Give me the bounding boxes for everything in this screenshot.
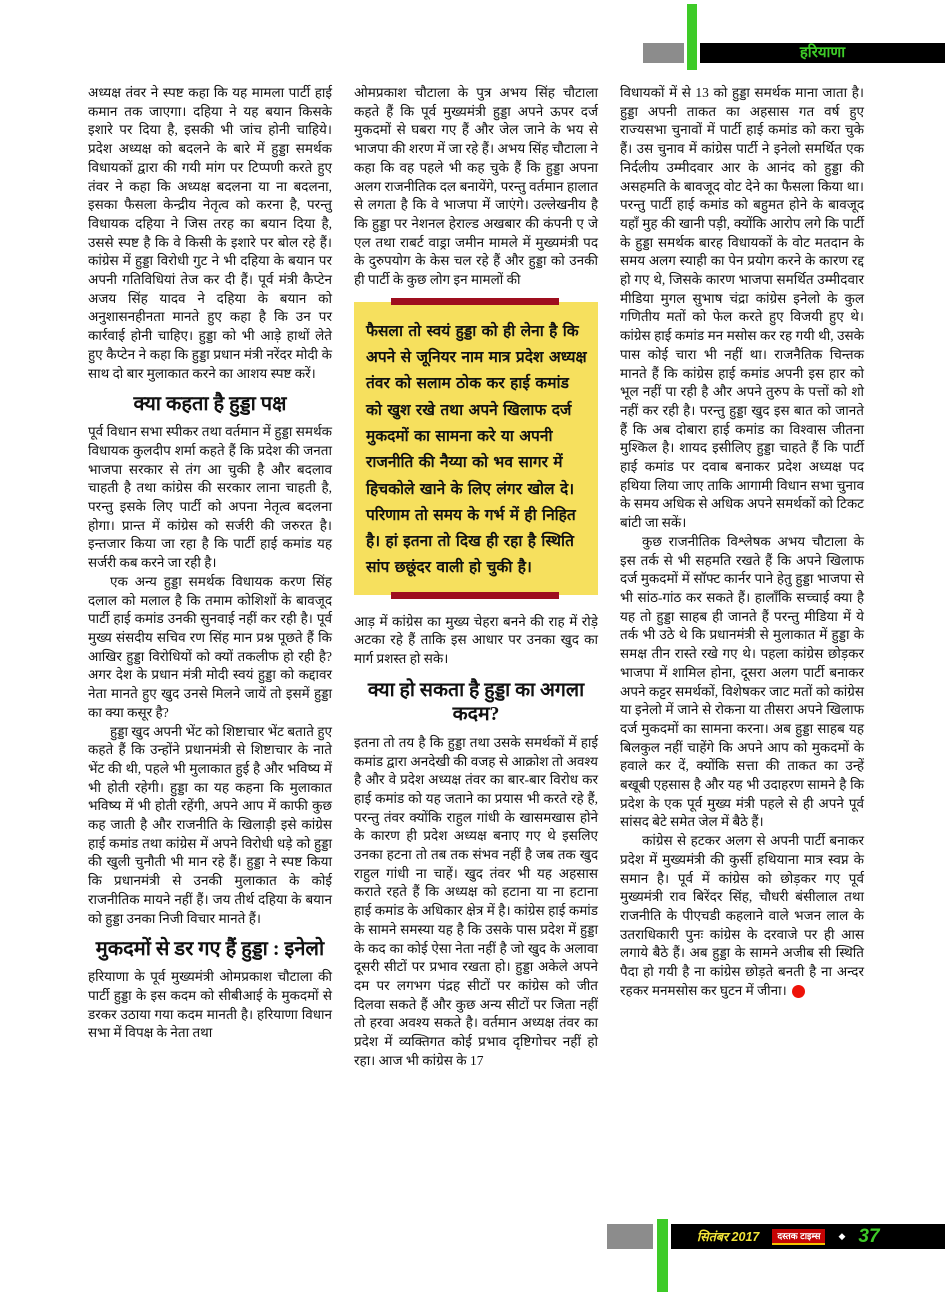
paragraph: अध्यक्ष तंवर ने स्पष्ट कहा कि यह मामला पार्टी हाई कमान तक जाएगा। दहिया ने यह बयान किसके इशारे पर दिया है, इसकी भी जांच होनी चाहिये। प्रदेश अध्यक्ष को बदलने के बारे में हुड्डा समर्थक विधायकों द्वारा की गयी मांग पर टिप्पणी करते हुए तंवर ने कहा कि अध्यक्ष बदलना या ना बदलना, इसका फैसला केन्द्रीय नेतृत्व को करना है, परन्तु विधायक दहिया ने जिस तरह का बयान दिया है, उससे स्पष्ट है कि वे किसी के इशारे पर बोल रहे हैं। कांग्रेस में हुड्डा विरोधी गुट ने भी दहिया के बयान पर अपनी गतिविधियां तेज कर दी हैं। पूर्व मंत्री कैप्टेन अजय सिंह यादव ने दहिया के बयान को अनुशासनहीनता मानते हुए कहा है कि उन पर कार्रवाई होनी चाहिए। हुड्डा को भी आड़े हाथों लेते हुए कैप्टेन ने कहा कि हुड्डा प्रधान मंत्री नरेंदर मोदी के साथ दो बार मुलाकात करने का आशय स्पष्ट करें। [88, 85, 332, 381]
page-number: 37 [858, 1225, 880, 1247]
paragraph: पूर्व विधान सभा स्पीकर तथा वर्तमान में हुड्डा समर्थक विधायक कुलदीप शर्मा कहते हैं कि प्रदेश की जनता भाजपा सरकार से तंग आ चुकी है और बदलाव चाहती है तथा कांग्रेस की सरकार लाना चाहती है, परन्तु इसके लिए पार्टी को अपना नेतृत्व बदलना होगा। प्रान्त में कांग्रेस को सर्जरी की जरुरत है। इन्तजार किया जा रहा है कि पार्टी हाई कमांड यह सर्जरी कब करने जा रही है। [88, 424, 332, 571]
paragraph [620, 832, 864, 1000]
article-body [88, 84, 864, 1070]
column-1 [88, 84, 332, 1070]
paragraph-text: कांग्रेस से हटकर अलग से अपनी पार्टी बनाकर प्रदेश में मुख्यमंत्री की कुर्सी हथियाना मात्र स्वप्न के समान है। पूर्व में कांग्रेस को छोड़कर गए पूर्व मुख्यमंत्री राव बिरेंदर सिंह, चौधरी बंसीलाल तथा राजनीति के पीएचडी कहलाने वाले भजन लाल के उतराधिकारी पुनः कांग्रेस के दरवाजे पर ही आस लगाये बैठे हैं। अब हुड्डा के सामने अजीब सी स्थिति पैदा हो गयी है ना कांग्रेस छोड़ते बनती है ना अन्दर रहकर मनमसोस कर घुटन में जीना। [620, 833, 864, 998]
pull-quote-box [354, 302, 598, 595]
paragraph: एक अन्य हुड्डा समर्थक विधायक करण सिंह दलाल को मलाल है कि तमाम कोशिशों के बावजूद पार्टी हाई कमांड उनकी सुनवाई नहीं कर रही है। पूर्व मुख्य संसदीय सचिव रण सिंह मान प्रश्न पूछते हैं कि आखिर हुड्डा विरोधियों को क्यों तकलीफ हो रही है? अगर देश के प्रधान मंत्री मोदी स्वयं हुड्डा को कद्दावर नेता मानते हुए खुद उनसे मिलने जायें तो इसमें हुड्डा का क्या कसूर है? [88, 573, 332, 720]
column-3 [620, 84, 864, 1070]
paragraph: हरियाणा के पूर्व मुख्यमंत्री ओमप्रकाश चौटाला की पार्टी हुड्डा के इस कदम को सीबीआई के मुकदमों से डरकर उठाया गया कदम मानती है। हरियाणा विधान सभा में विपक्ष के नेता तथा [88, 969, 332, 1041]
article-end-dot-icon [792, 985, 805, 998]
header-gray-block [643, 43, 684, 63]
footer-green-accent-bar [657, 1219, 668, 1292]
paragraph: विधायकों में से 13 को हुड्डा समर्थक माना जाता है। हुड्डा अपनी ताकत का अहसास गत वर्ष हुए राज्यसभा चुनावों में पार्टी हाई कमांड को करा चुके हैं। उस चुनाव में कांग्रेस पार्टी ने इनेलो समर्थित एक निर्दलीय उम्मीदवार आर के आनंद को हुड्डा की असहमति के बावजूद वोट देने का फैसला किया था। परन्तु पार्टी हाई कमांड को बहुमत होने के बावजूद यहाँ मुह की खानी पड़ी, क्योंकि आरोप लगे कि पार्टी के हुड्डा समर्थक बारह विधायकों के वोट मतदान के समय अलग स्याही का पेन प्रयोग करने के कारण रद्द हो गए थे, जिसके कारण भाजपा समर्थित उम्मीदवार मीडिया मुगल सुभाष चंद्रा कांग्रेस इनेलो के कुल गणितीय मतों को फेल करते हुए विजयी हुए थे। कांग्रेस हाई कमांड मन मसोस कर रह गयी थी, उसके पास कोई चारा भी नहीं था। राजनैतिक चिन्तक मानते हैं कि कांग्रेस हाई कमांड अपनी इस हार को भूल नहीं पा रही है और अपने तुरुप के पत्तों को शो नहीं कर रही है। परन्तु हुड्डा खुद इस बात को जानते हैं कि अब दोबारा हाई कमांड का विश्वास जीतना मुश्किल है। शायद इसीलिए हुड्डा चाहते हैं कि पार्टी हाई कमांड पर दवाब बनाकर प्रदेश अध्यक्ष पद हथिया लिया जाए ताकि आगामी विधान सभा चुनाव के समय अधिक से अधिक अपने समर्थकों को टिकट बांटी जा सकें। [620, 85, 864, 531]
paragraph: आड़ में कांग्रेस का मुख्य चेहरा बनने की राह में रोड़े अटका रहे हैं ताकि इस आधार पर उनका खुद का मार्ग प्रशस्त हो सके। [354, 613, 598, 667]
pull-quote-text: फैसला तो स्वयं हुड्डा को ही लेना है कि अपने से जूनियर नाम मात्र प्रदेश अध्यक्ष तंवर को सलाम ठोक कर हाई कमांड को खुश रखे तथा अपने खिलाफ दर्ज मुकदमों का सामना करे या अपनी राजनीति की नैय्या को भव सागर में हिचकोले खाने के लिए लंगर खोल दे। परिणाम तो समय के गर्भ में ही निहित है। हां इतना तो दिख ही रहा है स्थिति सांप छछूंदर वाली हो चुकी है। [354, 302, 598, 595]
footer-gray-block [607, 1224, 653, 1249]
footer-bar [671, 1224, 945, 1249]
section-title: हरियाणा [799, 44, 846, 61]
header-green-accent-bar [687, 4, 697, 70]
paragraph: कुछ राजनीतिक विश्लेषक अभय चौटाला के इस तर्क से भी सहमति रखते हैं कि अपने खिलाफ दर्ज मुकदमों में सॉफ्ट कार्नर पाने हेतु हुड्डा भाजपा से भी सांठ-गांठ कर सकते हैं। हालाँकि सच्चाई क्या है यह तो हुड्डा साहब ही जानते हैं परन्तु मीडिया में ये तर्क भी उठे थे कि प्रधानमंत्री से मुलाकात में हुड्डा के समक्ष तीन रास्ते रखे गए थे। पहला कांग्रेस छोड़कर भाजपा में शामिल होना, दूसरा अलग पार्टी बनाकर अपने कट्टर समर्थकों, विशेषकर जाट मतों को कांग्रेस या इनेलो में जाने से रोकना या तीसरा अपने खिलाफ दर्ज मुकदमों का सामना करना। अब हुड्डा साहब यह बिलकुल नहीं चाहेंगे कि अपने आप को मुकदमों के हवाले कर दें, क्योंकि सत्ता की ताकत का उन्हें बखूबी एहसास है और यह भी उदाहरण सामने है कि प्रदेश के एक पूर्व मुख्य मंत्री पहले से ही अपने पूर्व सांसद बेटे समेत जेल में बैठे हैं। [620, 533, 864, 830]
paragraph: इतना तो तय है कि हुड्डा तथा उसके समर्थकों में हाई कमांड द्वारा अनदेखी की वजह से आक्रोश तो अवश्य है और वे प्रदेश अध्यक्ष तंवर का बार-बार विरोध कर हाई कमांड को यह जताने का प्रयास भी करते रहे हैं, परन्तु तंवर क्योंकि राहुल गांधी के खासमखास होने के कारण ही प्रदेश अध्यक्ष बनाए गए थे इसलिए उनका हटना तो तब तक संभव नहीं है जब तक खुद राहुल गांधी ना चाहें। खुद तंवर भी यह अहसास कराते रहते हैं कि अध्यक्ष को हटाना या ना हटाना हाई कमांड के अधिकार क्षेत्र में है। कांग्रेस हाई कमांड के सामने समस्या यह है कि उसके पास प्रदेश में हुड्डा के कद का कोई ऐसा नेता नहीं है जो खुद के अलावा दूसरी सीटों पर प्रभाव रखता हो। हुड्डा अकेले अपने दम पर लगभग पंद्रह सीटों पर कांग्रेस को जीत दिलवा सकते हैं और कुछ अन्य सीटों पर जिता नहीं तो हरवा अवश्य सकते है। वर्तमान अध्यक्ष तंवर का प्रदेश में व्यक्तिगत कोई प्रभाव दृष्टिगोचर नहीं हो रहा। आज भी कांग्रेस के 17 [354, 734, 598, 1068]
paragraph: हुड्डा खुद अपनी भेंट को शिष्टाचार भेंट बताते हुए कहते हैं कि उन्होंने प्रधानमंत्री से शिष्टाचार के नाते भेंट की थी, पहले भी मुलाकात हुई है और भविष्य में भी होती रहेगी। हुड्डा का यह कहना कि मुलाकात भविष्य में भी होती रहेंगी, अपने आप में काफी कुछ कह जाती है और राजनीति के खिलाड़ी इसे कांग्रेस हाई कमांड तथा कांग्रेस में अपने विरोधी धड़े को हुड्डा की खुली चुनौती भी मान रहे हैं। हुड्डा ने स्पष्ट किया कि प्रधानमंत्री से उनकी मुलाकात के कोई राजनीतिक मायने नहीं हैं। जय तीर्थ दहिया के बयान को हुड्डा उनका निजी विचार मानते हैं। [88, 723, 332, 926]
section-header-bar [700, 43, 945, 63]
pull-quote-bottom-rule [391, 592, 559, 599]
section-heading-hooda-side: क्या कहता है हुड्डा पक्ष [133, 393, 287, 416]
section-heading-inlo: मुकदमों से डर गए हैं हुड्डा : इनेलो [95, 938, 325, 961]
footer-diamond-icon: ◆ [838, 1231, 846, 1241]
pull-quote-top-rule [391, 298, 559, 305]
footer-issue-date: सितंबर 2017 [697, 1230, 760, 1244]
column-2 [354, 84, 598, 1070]
paragraph: ओमप्रकाश चौटाला के पुत्र अभय सिंह चौटाला कहते हैं कि पूर्व मुख्यमंत्री हुड्डा अपने ऊपर दर्ज मुकदमों से घबरा गए हैं और जेल जाने के भय से भाजपा की शरण में जा रहे हैं। अभय सिंह चौटाला ने कहा कि वह पहले भी कह चुके हैं कि हुड्डा अपना अलग राजनीतिक दल बनायेंगे, परन्तु वर्तमान हालात से लगता है कि वे भाजपा में जाएंगे। उल्लेखनीय है कि हुड्डा पर नेशनल हेराल्ड अखबार की कंपनी ए जे एल तथा राबर्ट वाड्रा जमीन मामले में मुख्यमंत्री पद के दुरुपयोग के केस चल रहे हैं और हुड्डा को उनकी ही पार्टी के कुछ लोग इन मामलों की [354, 85, 598, 288]
magazine-logo: दस्तक टाइम्स [772, 1229, 825, 1245]
section-heading-next-step: क्या हो सकता है हुड्डा का अगला कदम? [367, 679, 585, 725]
